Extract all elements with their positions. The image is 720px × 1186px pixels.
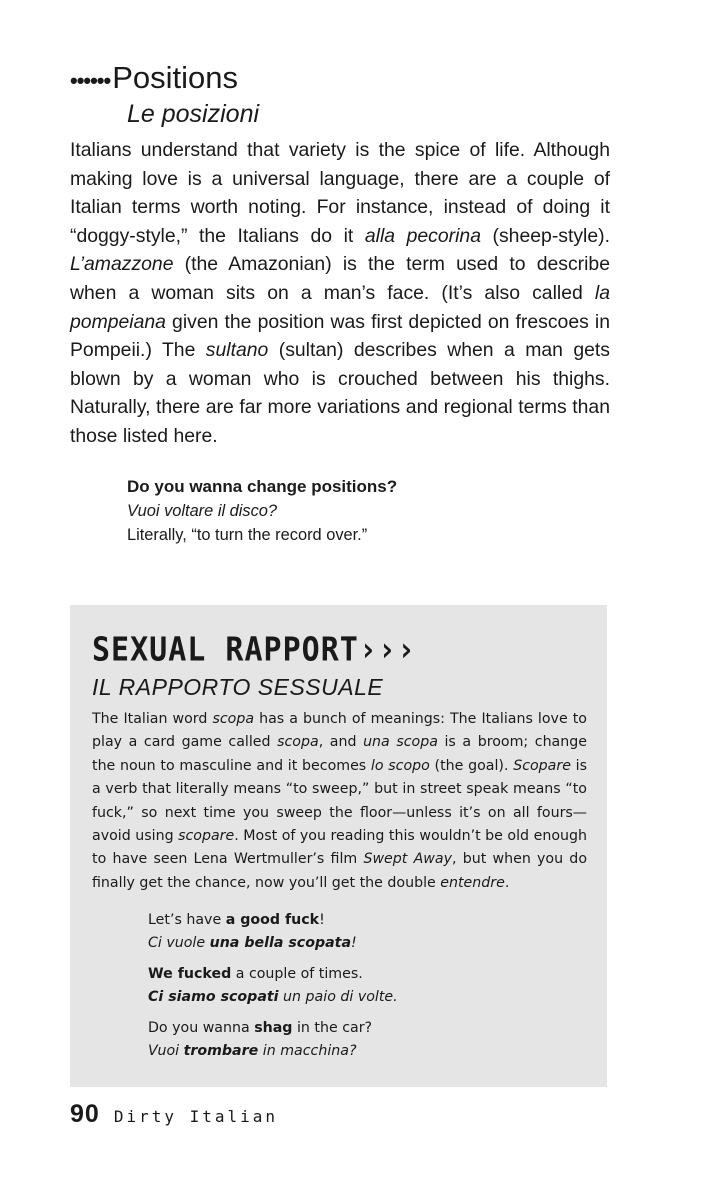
italic-term: entendre (440, 874, 505, 891)
sidebar-example-italian: Vuoi trombare in macchina? (148, 1043, 357, 1060)
sidebar-example (148, 963, 587, 1009)
heading-dots-ornament: •••••• (70, 68, 111, 93)
positions-body-text: Italians understand that variety is the spice of life. Although making love is a universal language, there are a couple of Italian terms worth noting. For instance, instead of doing it “doggy-style,” the Italians do it alla pecorina (sheep-style). L’amazzone (the Amazonian) is the term used to describe when a woman sits on a man’s face. (It’s also called la pompeiana given the position was first depicted on frescoes in Pompeii.) The sultano (sultan) describes when a man gets blown by a woman who is crouched between his thighs. Naturally, there are far more variations and regional terms than those listed here. (70, 139, 610, 447)
sidebar-examples (148, 909, 587, 1063)
sidebar-example (148, 1017, 587, 1063)
positions-section (70, 58, 610, 547)
section-title: Positions (112, 60, 239, 95)
positions-heading-row (70, 58, 610, 98)
italic-term: scopa (212, 711, 255, 727)
sidebar-example-english: We fucked a couple of times. (148, 966, 363, 983)
italic-term: scopare (178, 828, 235, 845)
sidebar-title: SEXUAL RAPPORT››› (92, 631, 417, 670)
bold-term: shag (254, 1020, 293, 1037)
example-literal: Literally, “to turn the record over.” (127, 525, 368, 544)
sidebar-example-english: Let’s have a good fuck! (148, 912, 325, 929)
sidebar-body-text: The Italian word scopa has a bunch of meanings: The Italians love to play a card game called scopa, and una scopa is a broom; change the noun to masculine and it becomes lo scopo (the goal). Scopare is a verb that literally means “to sweep,” but in street speak means “to fuck,” so next time you sweep the floor—unless it’s on all fours—avoid using scopare. Most of you reading this wouldn’t be old enough to have seen Lena Wertmuller’s film Swept Away, but when you do finally get the chance, now you’ll get the double entendre. (92, 711, 587, 891)
running-book-title: Dirty Italian (113, 1107, 279, 1126)
italic-term: Swept Away (363, 851, 452, 868)
italic-term: una scopa (363, 734, 438, 751)
example-english: Do you wanna change positions? (127, 476, 398, 496)
italic-term: Scopare (513, 757, 571, 774)
bold-term: Ci siamo scopati (148, 989, 279, 1006)
bold-term: trombare (183, 1043, 259, 1060)
italic-term: sultano (205, 339, 269, 362)
italic-term: lo scopo (370, 757, 430, 774)
positions-example (127, 475, 610, 547)
section-subtitle: Le posizioni (127, 100, 260, 128)
page-footer (70, 1100, 278, 1129)
italic-term: alla pecorina (364, 224, 481, 247)
example-italian: Vuoi voltare il disco? (127, 501, 278, 520)
italic-term: L’amazzone (70, 253, 174, 276)
sidebar-example-italian: Ci vuole una bella scopata! (148, 935, 357, 952)
sidebar-example (148, 909, 587, 955)
page-number: 90 (70, 1100, 100, 1128)
sexual-rapport-sidebar (70, 605, 607, 1087)
bold-term: una bella scopata (209, 935, 352, 952)
italic-term: scopa (277, 734, 319, 751)
sidebar-example-english: Do you wanna shag in the car? (148, 1020, 373, 1037)
bold-term: a good fuck (225, 912, 320, 929)
sidebar-subtitle: IL RAPPORTO SESSUALE (92, 674, 384, 700)
bold-term: We fucked (148, 966, 232, 983)
italic-term: la pompeiana (70, 281, 610, 333)
sidebar-example-italian: Ci siamo scopati un paio di volte. (148, 989, 398, 1006)
